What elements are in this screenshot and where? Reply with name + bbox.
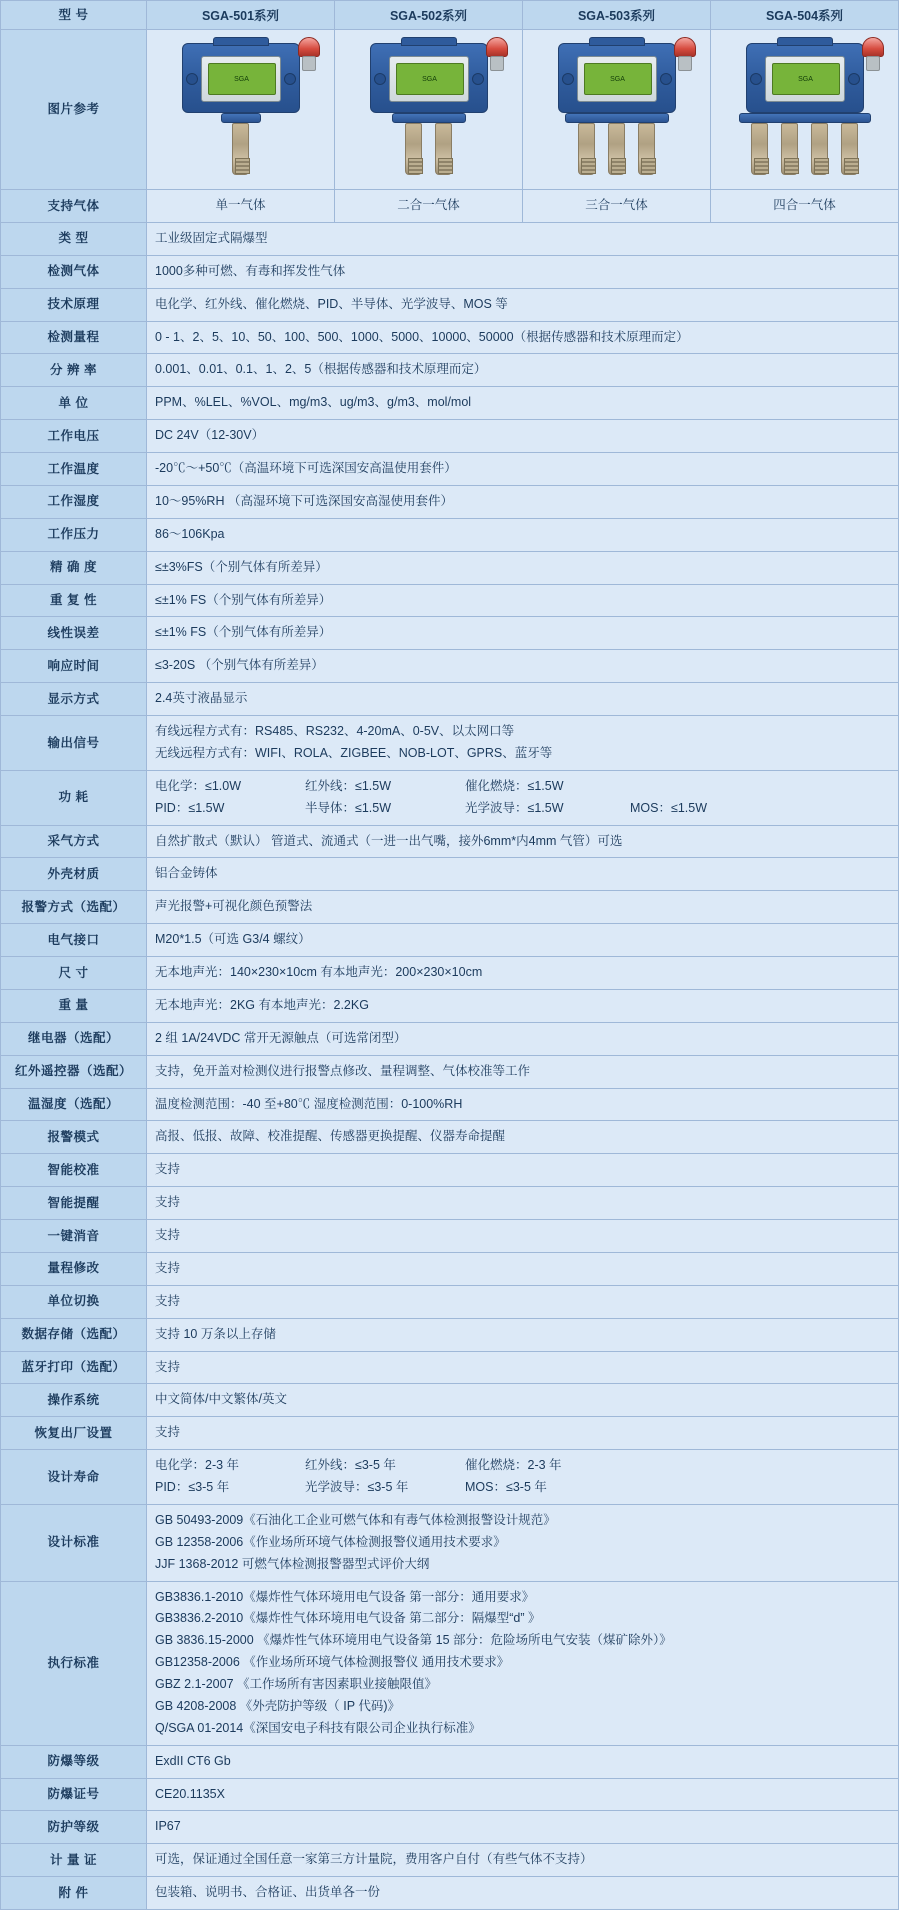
table-row (1, 321, 899, 354)
row-label-27: 温湿度（选配） (1, 1088, 147, 1121)
table-row (1, 255, 899, 288)
row-value-10: 10～95%RH （高湿环境下可选深国安高湿使用套件） (147, 485, 899, 518)
row-label-30: 智能提醒 (1, 1187, 147, 1220)
mounting-crossbar (565, 113, 669, 123)
row-value-17 (147, 716, 899, 771)
row-value-33: 支持 (147, 1285, 899, 1318)
table-row (1, 222, 899, 255)
row-label-22: 电气接口 (1, 924, 147, 957)
row-value-8: DC 24V（12-30V） (147, 420, 899, 453)
housing-cap (777, 37, 833, 46)
mounting-crossbar (221, 113, 261, 123)
device-illustration (532, 35, 702, 187)
row-label-23: 尺 寸 (1, 957, 147, 990)
row-label-25: 继电器（选配） (1, 1022, 147, 1055)
row-value-21: 声光报警+可视化颜色预警法 (147, 891, 899, 924)
sensor-housing (182, 43, 300, 113)
row-value-line-38-1 (155, 1455, 890, 1477)
row-value-cell-18-2-4: MOS：≤1.5W (630, 800, 708, 815)
gas-sensor-probe (781, 123, 798, 175)
table-row (1, 354, 899, 387)
row-label-5: 检测量程 (1, 321, 147, 354)
row-value-37: 支持 (147, 1417, 899, 1450)
table-row (1, 1121, 899, 1154)
row-value-28: 高报、低报、故障、校准提醒、传感器更换提醒、仪器寿命提醒 (147, 1121, 899, 1154)
row-label-33: 单位切换 (1, 1285, 147, 1318)
sensor-housing (746, 43, 864, 113)
row-label-12: 精 确 度 (1, 551, 147, 584)
row-value-cell-18-1-4 (630, 776, 790, 798)
table-row (1, 1581, 899, 1745)
row-value-line-40-1: GB3836.1-2010《爆炸性气体环境用电气设备 第一部分：通用要求》 (155, 1589, 535, 1604)
row-value-line-40-6: GB 4208-2008 《外壳防护等级（ IP 代码)》 (155, 1698, 400, 1713)
row-value-27: 温度检测范围：-40 至+80℃ 湿度检测范围：0-100%RH (147, 1088, 899, 1121)
sensor-housing (558, 43, 676, 113)
table-row (1, 770, 899, 825)
product-image-cell-3 (523, 30, 711, 190)
housing-faceplate (201, 56, 281, 102)
table-row (1, 716, 899, 771)
table-row (1, 1811, 899, 1844)
row-label-19: 采气方式 (1, 825, 147, 858)
adjust-knob-right (848, 73, 860, 85)
table-row (1, 387, 899, 420)
row-value-line-39-1: GB 50493-2009《石油化工企业可燃气体和有毒气体检测报警设计规范》 (155, 1512, 556, 1527)
row-value-line-38-2 (155, 1477, 890, 1499)
row-value-cell-38-2-3: MOS：≤3-5 年 (465, 1480, 547, 1494)
beacon-base (302, 56, 316, 71)
lcd-screen: SGA (584, 63, 652, 95)
row-label-35: 蓝牙打印（选配） (1, 1351, 147, 1384)
row-value-14: ≤±1% FS（个别气体有所差异） (147, 617, 899, 650)
table-row (1, 1504, 899, 1581)
row-value-line-17-1: 有线远程方式有：RS485、RS232、4-20mA、0-5V、以太网口等 (155, 724, 515, 738)
row-label-16: 显示方式 (1, 683, 147, 716)
row-value-16: 2.4英寸液晶显示 (147, 683, 899, 716)
row-value-cell-18-2-2: 半导体：≤1.5W (305, 800, 392, 815)
lcd-screen: SGA (396, 63, 464, 95)
row-value-19: 自然扩散式（默认） 管道式、流通式（一进一出气嘴，接外6mm*内4mm 气管）可选 (147, 825, 899, 858)
row-value-18 (147, 770, 899, 825)
table-row (1, 1220, 899, 1253)
alarm-beacon (486, 37, 508, 71)
row-value-25: 2 组 1A/24VDC 常开无源触点（可选常闭型） (147, 1022, 899, 1055)
table-row (1, 518, 899, 551)
row-value-40 (147, 1581, 899, 1745)
row-label-model: 型 号 (1, 1, 147, 30)
row-value-1-2: 二合一气体 (335, 190, 523, 223)
gas-sensor-probe (638, 123, 655, 175)
housing-faceplate (577, 56, 657, 102)
row-value-24: 无本地声光：2KG 有本地声光：2.2KG (147, 989, 899, 1022)
table-row (1, 420, 899, 453)
beacon-base (490, 56, 504, 71)
gas-sensor-probe (608, 123, 625, 175)
row-label-3: 检测气体 (1, 255, 147, 288)
gas-sensor-probe (751, 123, 768, 175)
table-row (1, 1745, 899, 1778)
row-value-15: ≤3-20S （个别气体有所差异） (147, 650, 899, 683)
model-header-2: SGA-502系列 (335, 1, 523, 30)
row-value-line-17-2: 无线远程方式有：WIFI、ROLA、ZIGBEE、NOB-LOT、GPRS、蓝牙等 (155, 745, 553, 760)
row-label-39: 设计标准 (1, 1504, 147, 1581)
row-value-41: ExdII CT6 Gb (147, 1745, 899, 1778)
row-value-cell-18-1-2: 红外线：≤1.5W (305, 778, 392, 793)
table-row (1, 1055, 899, 1088)
row-value-cell-18-1-1: 电化学：≤1.0W (155, 778, 242, 793)
beacon-base (678, 56, 692, 71)
housing-faceplate (765, 56, 845, 102)
row-value-39 (147, 1504, 899, 1581)
lcd-screen: SGA (772, 63, 840, 95)
row-value-13: ≤±1% FS（个别气体有所差异） (147, 584, 899, 617)
row-label-6: 分 辨 率 (1, 354, 147, 387)
adjust-knob-right (472, 73, 484, 85)
beacon-dome (862, 37, 884, 57)
row-label-45: 附 件 (1, 1877, 147, 1910)
adjust-knob-right (284, 73, 296, 85)
row-label-28: 报警模式 (1, 1121, 147, 1154)
gas-sensor-probe (811, 123, 828, 175)
row-label-1: 支持气体 (1, 190, 147, 223)
beacon-dome (298, 37, 320, 57)
row-label-34: 数据存储（选配） (1, 1318, 147, 1351)
row-value-11: 86～106Kpa (147, 518, 899, 551)
row-label-37: 恢复出厂设置 (1, 1417, 147, 1450)
row-label-26: 红外遥控器（选配） (1, 1055, 147, 1088)
row-value-line-39-2: GB 12358-2006《作业场所环境气体检测报警仪通用技术要求》 (155, 1534, 506, 1549)
gas-sensor-probe (405, 123, 422, 175)
row-value-line-40-2: GB3836.2-2010《爆炸性气体环境用电气设备 第二部分：隔爆型“d” 》 (155, 1611, 541, 1626)
table-row (1, 957, 899, 990)
row-value-cell-38-1-4 (630, 1455, 790, 1477)
row-value-2: 工业级固定式隔爆型 (147, 222, 899, 255)
row-value-45: 包装箱、说明书、合格证、出货单各一份 (147, 1877, 899, 1910)
table-row (1, 190, 899, 223)
row-label-31: 一键消音 (1, 1220, 147, 1253)
row-value-line-39-3: JJF 1368-2012 可燃气体检测报警器型式评价大纲 (155, 1556, 430, 1571)
row-value-29: 支持 (147, 1154, 899, 1187)
alarm-beacon (674, 37, 696, 71)
row-value-line-40-7: Q/SGA 01-2014《深国安电子科技有限公司企业执行标准》 (155, 1720, 481, 1735)
device-illustration (720, 35, 890, 187)
row-value-line-40-3: GB 3836.15-2000 《爆炸性气体环境用电气设备第 15 部分：危险场所电气安装（煤矿除外）》 (155, 1633, 672, 1648)
table-row (1, 1022, 899, 1055)
beacon-dome (486, 37, 508, 57)
adjust-knob-left (374, 73, 386, 85)
beacon-dome (674, 37, 696, 57)
table-image-row (1, 30, 899, 190)
row-value-line-40-5: GBZ 2.1-2007 《工作场所有害因素职业接触限值》 (155, 1677, 437, 1691)
row-value-22: M20*1.5（可选 G3/4 螺纹） (147, 924, 899, 957)
table-row (1, 584, 899, 617)
adjust-knob-right (660, 73, 672, 85)
table-row (1, 825, 899, 858)
row-label-8: 工作电压 (1, 420, 147, 453)
row-value-36: 中文简体/中文繁体/英文 (147, 1384, 899, 1417)
row-value-7: PPM、%LEL、%VOL、mg/m3、ug/m3、g/m3、mol/mol (147, 387, 899, 420)
model-header-1: SGA-501系列 (147, 1, 335, 30)
row-label-29: 智能校准 (1, 1154, 147, 1187)
table-row (1, 617, 899, 650)
table-row (1, 1154, 899, 1187)
product-image-cell-2 (335, 30, 523, 190)
row-label-21: 报警方式（选配） (1, 891, 147, 924)
gas-sensor-probe (841, 123, 858, 175)
gas-sensor-probe (578, 123, 595, 175)
alarm-beacon (862, 37, 884, 71)
adjust-knob-left (750, 73, 762, 85)
housing-cap (589, 37, 645, 46)
row-label-10: 工作湿度 (1, 485, 147, 518)
row-value-6: 0.001、0.01、0.1、1、2、5（根据传感器和技术原理而定） (147, 354, 899, 387)
table-row (1, 1877, 899, 1910)
row-value-1-3: 三合一气体 (523, 190, 711, 223)
row-label-11: 工作压力 (1, 518, 147, 551)
row-value-4: 电化学、红外线、催化燃烧、PID、半导体、光学波导、MOS 等 (147, 288, 899, 321)
row-label-7: 单 位 (1, 387, 147, 420)
row-label-38: 设计寿命 (1, 1450, 147, 1505)
table-row (1, 485, 899, 518)
row-label-41: 防爆等级 (1, 1745, 147, 1778)
table-row (1, 453, 899, 486)
table-row (1, 989, 899, 1022)
row-label-42: 防爆证号 (1, 1778, 147, 1811)
model-header-3: SGA-503系列 (523, 1, 711, 30)
housing-cap (401, 37, 457, 46)
row-value-line-18-1 (155, 776, 890, 798)
row-value-32: 支持 (147, 1252, 899, 1285)
table-row (1, 1778, 899, 1811)
row-label-40: 执行标准 (1, 1581, 147, 1745)
row-value-5: 0 - 1、2、5、10、50、100、500、1000、5000、10000、50000（根据传感器和技术原理而定） (147, 321, 899, 354)
row-value-23: 无本地声光：140×230×10cm 有本地声光：200×230×10cm (147, 957, 899, 990)
row-value-line-18-2 (155, 798, 890, 820)
row-label-20: 外壳材质 (1, 858, 147, 891)
row-label-24: 重 量 (1, 989, 147, 1022)
housing-faceplate (389, 56, 469, 102)
row-label-36: 操作系统 (1, 1384, 147, 1417)
row-value-3: 1000多种可燃、有毒和挥发性气体 (147, 255, 899, 288)
row-label-4: 技术原理 (1, 288, 147, 321)
row-label-14: 线性误差 (1, 617, 147, 650)
row-label-18: 功 耗 (1, 770, 147, 825)
table-row (1, 288, 899, 321)
row-value-cell-38-2-2: 光学波导：≤3-5 年 (305, 1480, 409, 1494)
row-label-15: 响应时间 (1, 650, 147, 683)
row-label-43: 防护等级 (1, 1811, 147, 1844)
table-header-row (1, 1, 899, 30)
row-value-35: 支持 (147, 1351, 899, 1384)
model-header-4: SGA-504系列 (711, 1, 899, 30)
table-row (1, 1285, 899, 1318)
row-value-9: -20℃～+50℃（高温环境下可选深国安高温使用套件） (147, 453, 899, 486)
row-value-cell-38-1-3: 催化燃烧：2-3 年 (465, 1458, 562, 1473)
alarm-beacon (298, 37, 320, 71)
row-value-42: CE20.1135X (147, 1778, 899, 1811)
table-row (1, 924, 899, 957)
table-row (1, 551, 899, 584)
table-row (1, 1844, 899, 1877)
row-value-31: 支持 (147, 1220, 899, 1253)
table-row (1, 1351, 899, 1384)
row-value-20: 铝合金铸体 (147, 858, 899, 891)
row-value-30: 支持 (147, 1187, 899, 1220)
product-image-cell-1 (147, 30, 335, 190)
table-row (1, 1088, 899, 1121)
row-value-cell-38-1-1: 电化学：2-3 年 (155, 1458, 240, 1473)
row-value-1-1: 单一气体 (147, 190, 335, 223)
beacon-base (866, 56, 880, 71)
row-label-32: 量程修改 (1, 1252, 147, 1285)
table-row (1, 1384, 899, 1417)
row-value-cell-18-2-1: PID：≤1.5W (155, 800, 225, 815)
row-value-cell-38-2-1: PID：≤3-5 年 (155, 1480, 230, 1494)
table-row (1, 891, 899, 924)
lcd-screen: SGA (208, 63, 276, 95)
table-row (1, 1417, 899, 1450)
row-label-17: 输出信号 (1, 716, 147, 771)
row-label-9: 工作温度 (1, 453, 147, 486)
adjust-knob-left (186, 73, 198, 85)
device-illustration (156, 35, 326, 187)
row-value-34: 支持 10 万条以上存储 (147, 1318, 899, 1351)
table-row (1, 650, 899, 683)
device-illustration (344, 35, 514, 187)
mounting-crossbar (392, 113, 466, 123)
row-label-2: 类 型 (1, 222, 147, 255)
mounting-crossbar (739, 113, 871, 123)
row-value-38 (147, 1450, 899, 1505)
row-label-13: 重 复 性 (1, 584, 147, 617)
table-row (1, 683, 899, 716)
row-label-image: 图片参考 (1, 30, 147, 190)
product-image-cell-4 (711, 30, 899, 190)
table-row (1, 858, 899, 891)
row-label-44: 计 量 证 (1, 1844, 147, 1877)
row-value-26: 支持，免开盖对检测仪进行报警点修改、量程调整、气体校准等工作 (147, 1055, 899, 1088)
row-value-cell-18-1-3: 催化燃烧：≤1.5W (465, 778, 564, 793)
row-value-12: ≤±3%FS（个别气体有所差异） (147, 551, 899, 584)
gas-sensor-probe (435, 123, 452, 175)
table-row (1, 1252, 899, 1285)
row-value-44: 可选，保证通过全国任意一家第三方计量院，费用客户自付（有些气体不支持） (147, 1844, 899, 1877)
table-row (1, 1187, 899, 1220)
sensor-housing (370, 43, 488, 113)
row-value-43: IP67 (147, 1811, 899, 1844)
adjust-knob-left (562, 73, 574, 85)
row-value-1-4: 四合一气体 (711, 190, 899, 223)
housing-cap (213, 37, 269, 46)
row-value-cell-18-2-3: 光学波导：≤1.5W (465, 800, 564, 815)
table-row (1, 1450, 899, 1505)
gas-sensor-probe (232, 123, 249, 175)
row-value-cell-38-2-4 (630, 1477, 790, 1499)
table-row (1, 1318, 899, 1351)
row-value-cell-38-1-2: 红外线：≤3-5 年 (305, 1458, 396, 1473)
row-value-line-40-4: GB12358-2006 《作业场所环境气体检测报警仪 通用技术要求》 (155, 1655, 510, 1670)
